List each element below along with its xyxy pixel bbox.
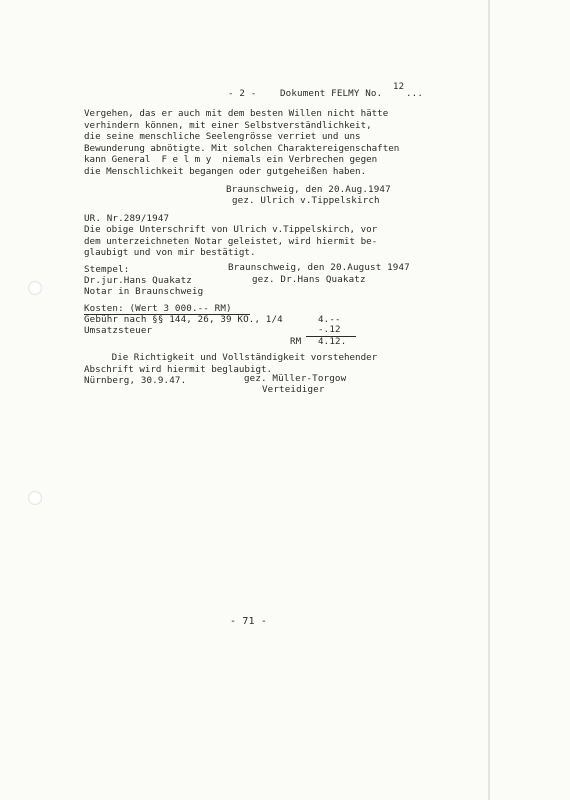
- notary-name: Dr.jur.Hans Quakatz: [84, 275, 192, 286]
- costs-heading: Kosten: (Wert 3 000.-- RM): [84, 303, 232, 314]
- page-number: - 71 -: [230, 616, 268, 627]
- paragraph-testimony: [84, 108, 424, 177]
- closing-role: Verteidiger: [262, 384, 325, 395]
- total-value: 4.12.: [318, 336, 347, 347]
- tax-value: -.12: [318, 324, 341, 335]
- text-line: Die obige Unterschrift von Ulrich v.Tippelskirch, vor: [84, 224, 378, 235]
- text-line: Abschrift wird hiermit beglaubigt.: [84, 363, 273, 375]
- paragraph-certification: [84, 224, 377, 259]
- signature-name: gez. Ulrich v.Tippelskirch: [232, 195, 380, 206]
- fee-value: 4.--: [318, 314, 341, 325]
- text-line: die seine menschliche Seelengrösse verriet und uns Bewunderung abnötigte. Mit solchen Charaktereigenschaften: [84, 131, 400, 154]
- total-currency: RM: [290, 336, 302, 347]
- text-line: kann General F e l m y niemals ein Verbrechen gegen: [84, 154, 378, 165]
- text-line: die Menschlichkeit begangen oder gutgeheißen haben.: [84, 165, 367, 177]
- closing-place-date: Nürnberg, 30.9.47.: [84, 375, 187, 386]
- text-line: dem unterzeichneten Notar geleistet, wird hiermit be-: [84, 235, 378, 247]
- tax-label: Umsatzsteuer: [84, 325, 153, 336]
- fee-label: Gebühr nach §§ 144, 26, 39 KO., 1/4: [84, 314, 283, 325]
- page-edge: [488, 0, 490, 800]
- page-marker: - 2 -: [228, 88, 257, 99]
- punch-hole-icon: [28, 491, 42, 505]
- signature-place-date: Braunschweig, den 20.Aug.1947: [226, 184, 391, 195]
- closing-signature: gez. Müller-Torgow: [244, 373, 347, 384]
- notary-signature: gez. Dr.Hans Quakatz: [252, 274, 366, 285]
- document-reference: Dokument FELMY No.: [280, 88, 383, 99]
- punch-hole-icon: [28, 281, 42, 295]
- stamp-label: Stempel:: [84, 264, 130, 275]
- text-line: glaubigt und von mir bestätigt.: [84, 247, 256, 258]
- paragraph-closing: [84, 352, 377, 375]
- document-number-trail: ...: [406, 88, 424, 99]
- notary-title: Notar in Braunschweig: [84, 286, 204, 297]
- text-line: Vergehen, das er auch mit dem besten Willen nicht hätte verhindern können, mit einer Selbstverständlichkeit,: [84, 108, 389, 131]
- text-line: Die Richtigkeit und Vollständigkeit vorstehender: [84, 352, 378, 363]
- register-number: UR. Nr.289/1947: [84, 213, 170, 224]
- document-number: 12: [393, 82, 405, 92]
- notary-place-date: Braunschweig, den 20.August 1947: [228, 262, 410, 273]
